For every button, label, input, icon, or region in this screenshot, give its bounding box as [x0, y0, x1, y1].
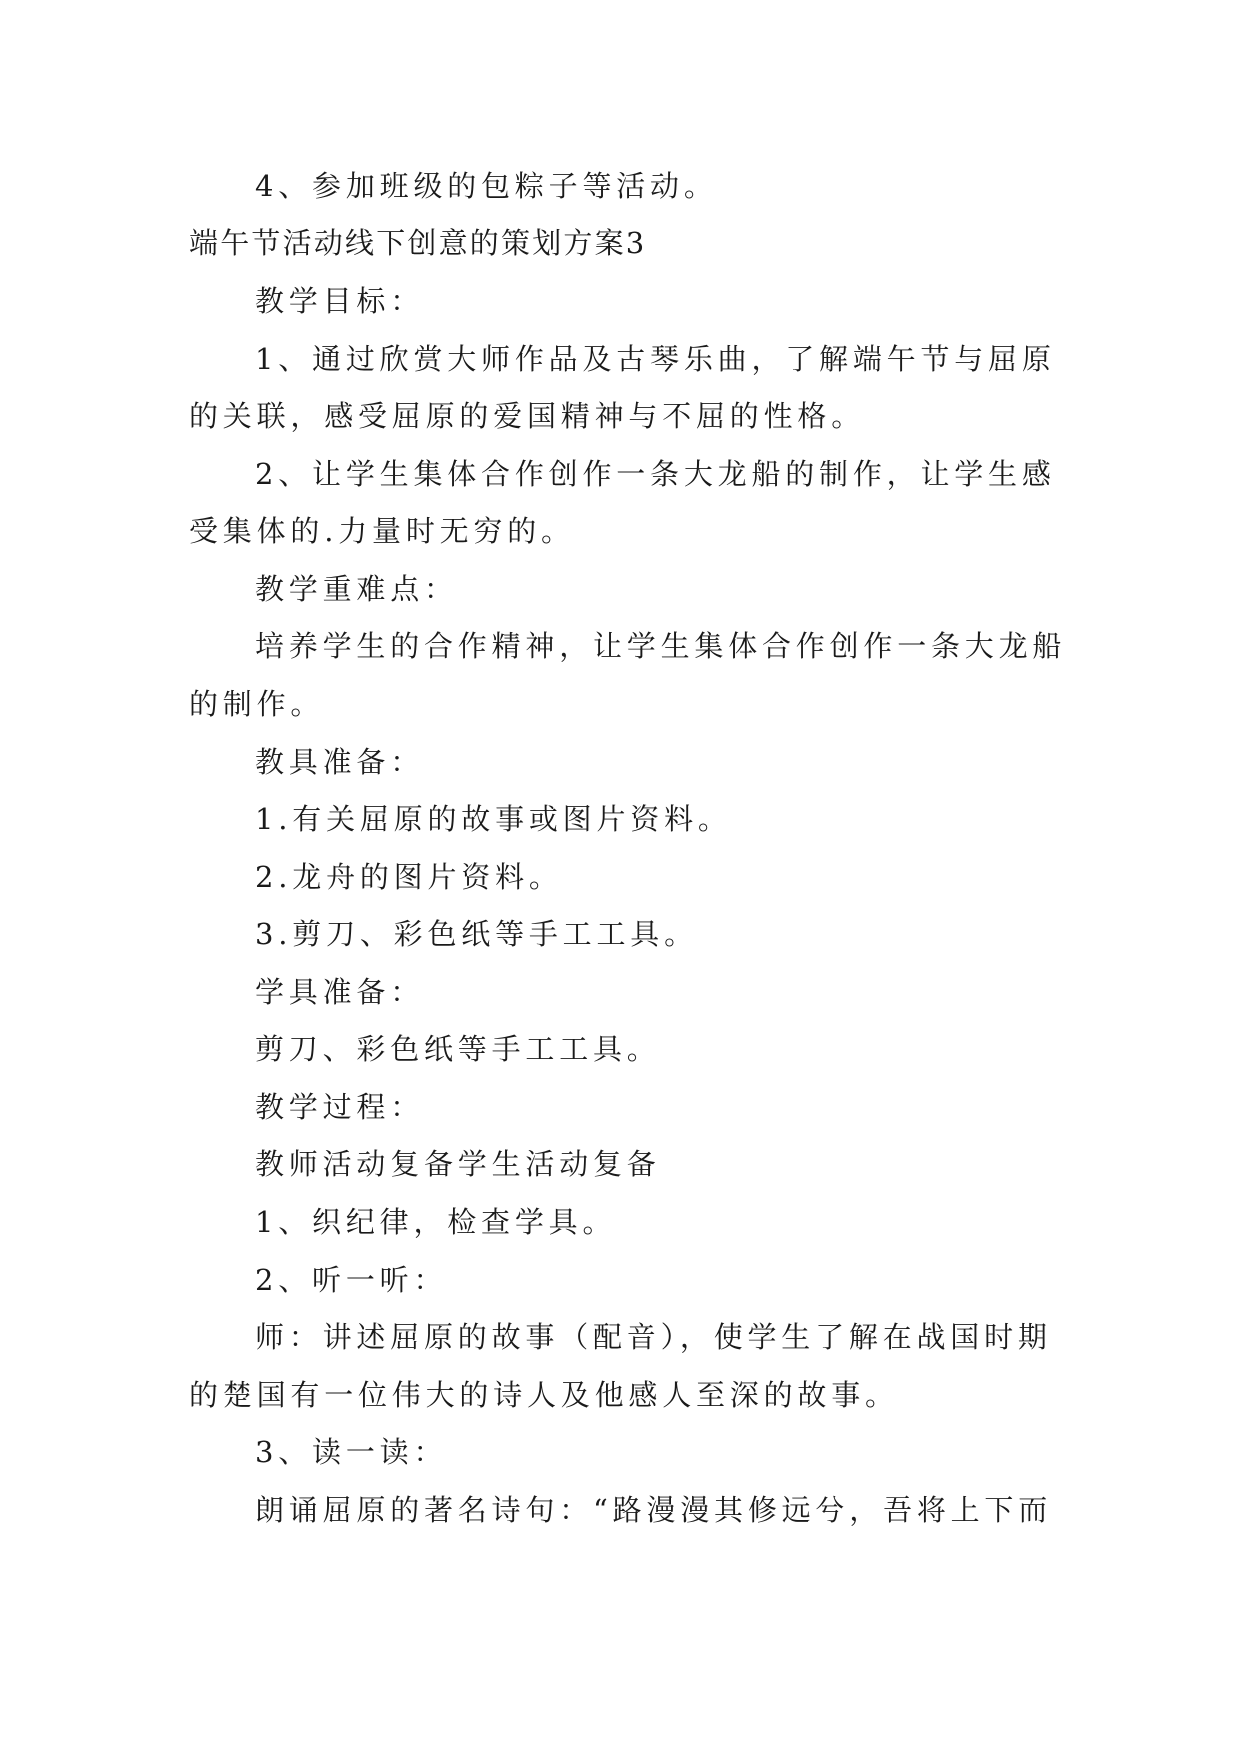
goal-2-line-2: 受集体的.力量时无穷的。 — [189, 514, 575, 548]
process-step-2: 2、听一听： — [255, 1263, 448, 1297]
teacher-story-line-2: 的楚国有一位伟大的诗人及他感人至深的故事。 — [189, 1378, 899, 1412]
teaching-aids-label: 教具准备： — [255, 745, 425, 779]
teaching-aid-1: 1.有关屈原的故事或图片资料。 — [255, 802, 732, 836]
key-points-line-2: 的制作。 — [189, 687, 325, 721]
teacher-story-line-1: 师：讲述屈原的故事（配音），使学生了解在战国时期 — [255, 1320, 1052, 1354]
recite-poem-line: 朗诵屈原的著名诗句：“路漫漫其修远兮，吾将上下而 — [255, 1493, 1053, 1527]
process-table-header: 教师活动复备学生活动复备 — [255, 1147, 661, 1181]
teaching-process-label: 教学过程： — [255, 1090, 425, 1124]
key-points-label: 教学重难点： — [255, 572, 458, 606]
teaching-goals-label: 教学目标： — [255, 284, 425, 318]
process-step-1: 1、织纪律，检查学具。 — [255, 1205, 617, 1239]
teaching-aid-3: 3.剪刀、彩色纸等手工工具。 — [255, 917, 698, 951]
activity-item-4: 4、参加班级的包粽子等活动。 — [255, 169, 718, 203]
student-tools-label: 学具准备： — [255, 975, 425, 1009]
section-heading: 端午节活动线下创意的策划方案3 — [189, 226, 647, 260]
goal-2-line-1: 2、让学生集体合作创作一条大龙船的制作，让学生感 — [255, 457, 1056, 491]
student-tools-list: 剪刀、彩色纸等手工工具。 — [255, 1032, 661, 1066]
goal-1-line-2: 的关联，感受屈原的爱国精神与不屈的性格。 — [189, 399, 866, 433]
goal-1-line-1: 1、通过欣赏大师作品及古琴乐曲，了解端午节与屈原 — [255, 342, 1056, 376]
key-points-line-1: 培养学生的合作精神，让学生集体合作创作一条大龙船 — [255, 629, 1067, 663]
teaching-aid-2: 2.龙舟的图片资料。 — [255, 860, 563, 894]
process-step-3: 3、读一读： — [255, 1435, 448, 1469]
